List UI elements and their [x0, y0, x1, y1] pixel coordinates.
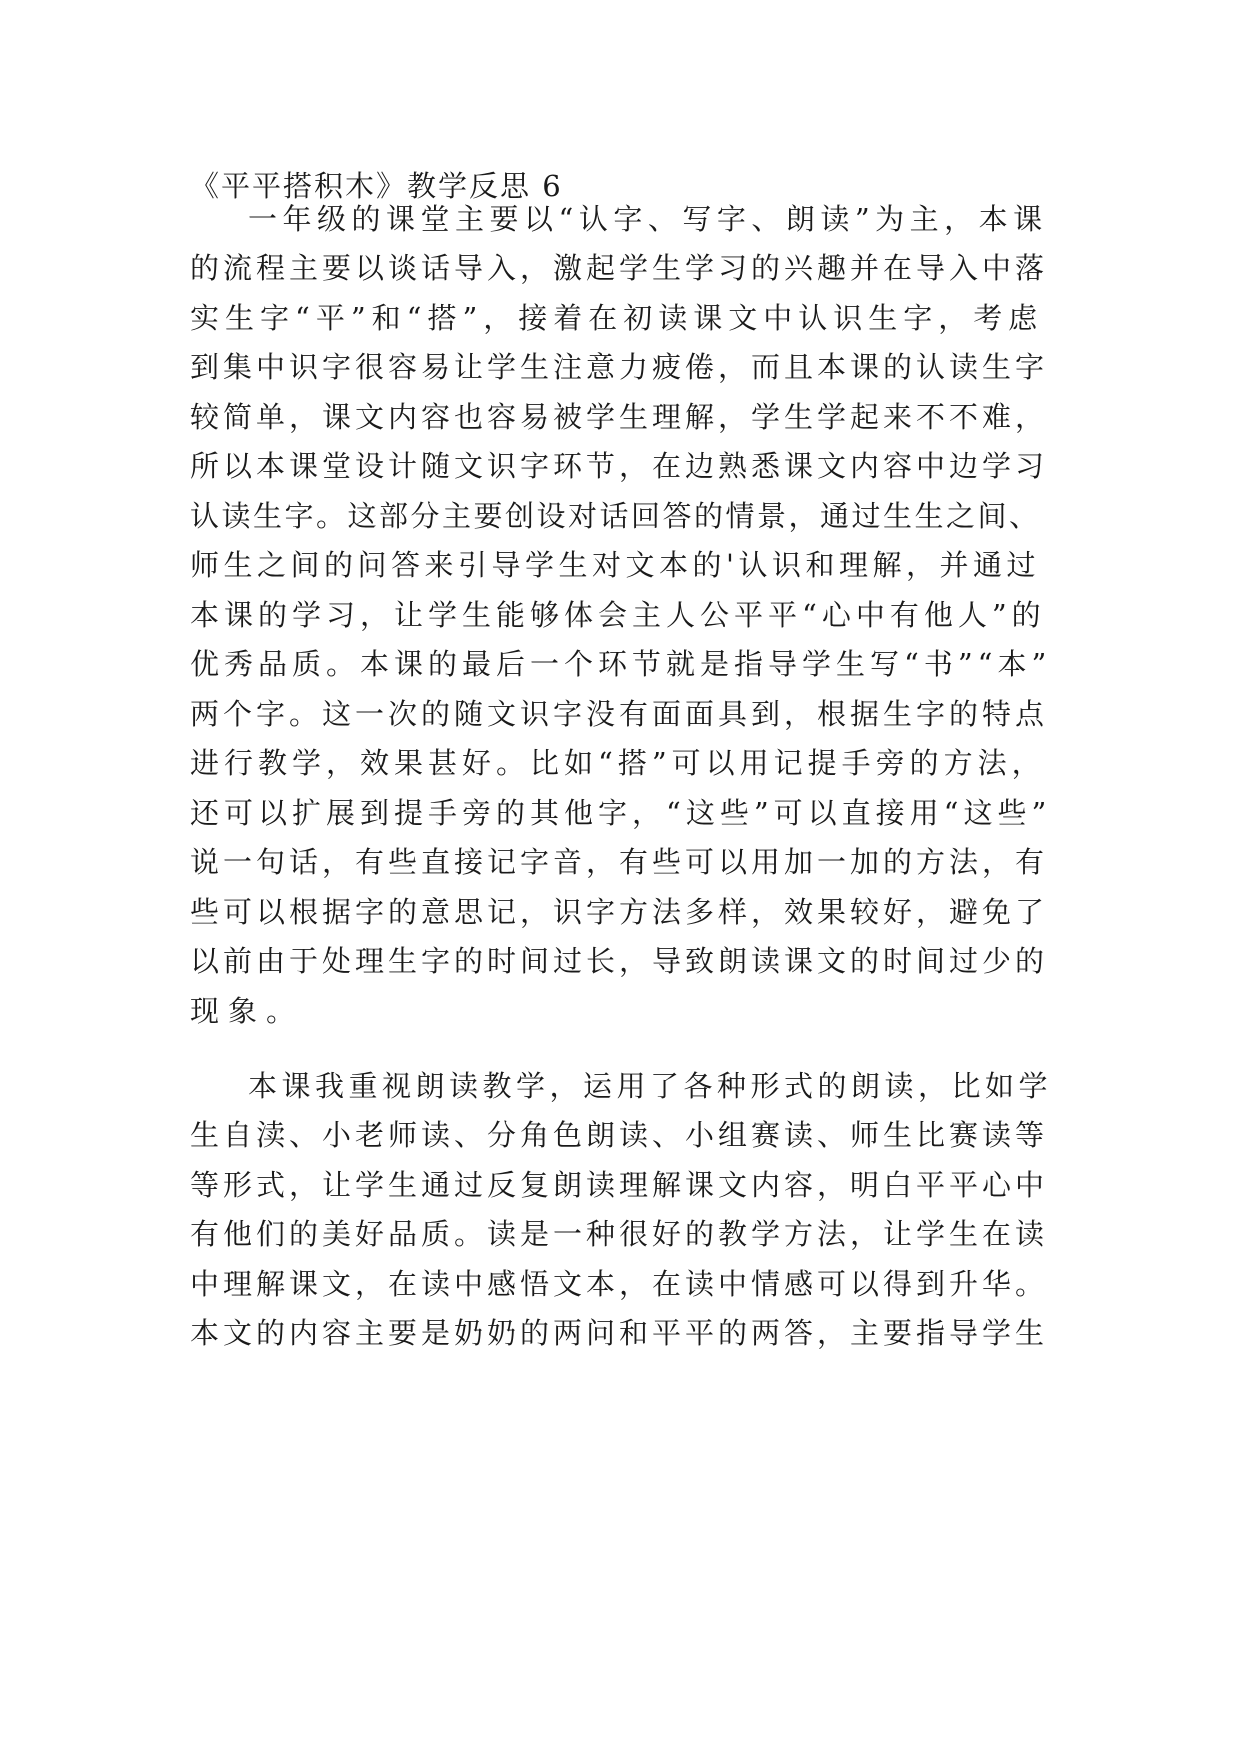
paragraph-2-line-5: 中理解课文，在读中感悟文本，在读中情感可以得到升华。 [190, 1267, 1049, 1301]
document-title: 《平平搭积木》教学反思 6 [190, 169, 563, 203]
paragraph-1-line-9: 本课的学习，让学生能够体会主人公平平“心中有他人”的 [190, 598, 1046, 632]
paragraph-2-line-2: 生自渎、小老师读、分角色朗读、小组赛读、师生比赛读等 [190, 1118, 1049, 1152]
paragraph-1-line-3: 实生字“平”和“搭”，接着在初读课文中认识生字，考虑 [190, 301, 1044, 335]
paragraph-1-line-7: 认读生字。这部分主要创设对话回答的情景，通过生生之间、 [190, 499, 1041, 533]
paragraph-1-line-17: 现象。 [190, 994, 305, 1028]
paragraph-2-line-4: 有他们的美好品质。读是一种很好的教学方法，让学生在读 [190, 1217, 1049, 1251]
paragraph-1-line-15: 些可以根据字的意思记，识字方法多样，效果较好，避免了 [190, 895, 1049, 929]
paragraph-2-line-1: 本课我重视朗读教学，运用了各种形式的朗读，比如学 [248, 1069, 1053, 1103]
paragraph-1-line-16: 以前由于处理生字的时间过长，导致朗读课文的时间过少的 [190, 944, 1049, 978]
paragraph-1-line-14: 说一句话，有些直接记字音，有些可以用加一加的方法，有 [190, 845, 1049, 879]
paragraph-1-line-5: 较简单，课文内容也容易被学生理解，学生学起来不不难， [190, 400, 1049, 434]
paragraph-2-line-6: 本文的内容主要是奶奶的两问和平平的两答，主要指导学生 [190, 1316, 1049, 1350]
paragraph-1-line-1: 一年级的课堂主要以“认字、写字、朗读”为主，本课 [248, 202, 1048, 236]
paragraph-1-line-2: 的流程主要以谈话导入，激起学生学习的兴趣并在导入中落 [190, 251, 1049, 285]
paragraph-1-line-6: 所以本课堂设计随文识字环节，在边熟悉课文内容中边学习 [190, 449, 1049, 483]
paragraph-2-line-3: 等形式，让学生通过反复朗读理解课文内容，明白平平心中 [190, 1168, 1049, 1202]
paragraph-1-line-10: 优秀品质。本课的最后一个环节就是指导学生写“书”“本” [190, 647, 1052, 681]
paragraph-1-line-12: 进行教学，效果甚好。比如“搭”可以用记提手旁的方法， [190, 746, 1046, 780]
paragraph-1-line-4: 到集中识字很容易让学生注意力疲倦，而且本课的认读生字 [190, 350, 1049, 384]
paragraph-1-line-8: 师生之间的问答来引导学生对文本的'认识和理解，并通过 [190, 548, 1040, 582]
paragraph-1-line-13: 还可以扩展到提手旁的其他字，“这些”可以直接用“这些” [190, 796, 1052, 830]
paragraph-1-line-11: 两个字。这一次的随文识字没有面面具到，根据生字的特点 [190, 697, 1049, 731]
